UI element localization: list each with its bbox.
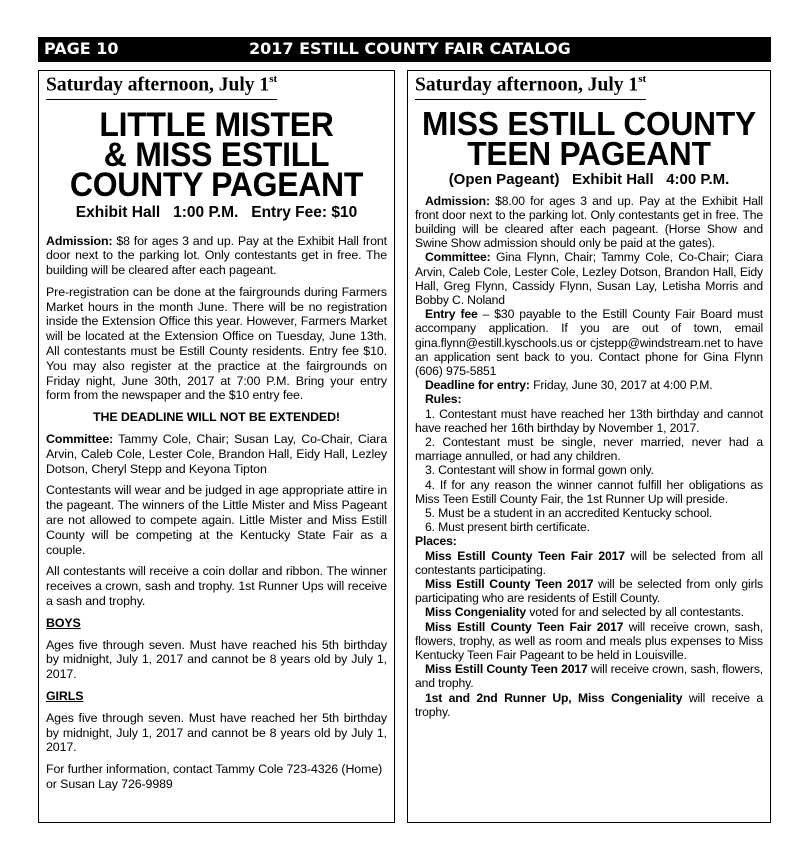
rule-item: 4. If for any reason the winner cannot fulfill her obligations as Miss Teen Estill County Fair, the 1st Runner Up will preside. <box>415 477 763 506</box>
left-date-text: Saturday afternoon, July 1 <box>46 74 270 96</box>
page-number: PAGE 10 <box>44 39 119 58</box>
left-date-sup: st <box>269 73 278 85</box>
left-preregistration: Pre-registration can be done at the fairgrounds during Farmers Market hours in the month June. There will be no registration inside the Extension Office this year. However, Farmers Market will be located at the Extension Office on Tuesday, June 13th. All contestants must be Estill County residents. Entry fee $10. You may also register at the practice at the fairgrounds on Friday night, June 30th, 2017 at 7:00 P.M. Bring your entry form from the newspaper and the $10 entry fee. <box>46 284 387 403</box>
place-item <box>415 662 763 690</box>
rule-item: 5. Must be a student in an accredited Kentucky school. <box>425 505 713 520</box>
girls-text: Ages five through seven. Must have reached her 5th birthday by midnight, July 1, 2017 and cannot be 8 years old by July 1, 2017. <box>46 710 387 755</box>
left-title-line-2: & MISS ESTILL <box>103 135 330 174</box>
left-pageant-title <box>56 105 377 204</box>
left-body <box>46 234 387 792</box>
places-heading: Places: <box>415 534 457 549</box>
place-label: Miss Estill County Teen Fair 2017 <box>425 619 624 634</box>
left-committee <box>46 432 387 476</box>
place-text: will be selected from all contestants participating. <box>415 548 763 577</box>
right-title-line-1: MISS ESTILL COUNTY <box>422 104 756 142</box>
left-title-line-3: COUNTY PAGEANT <box>69 165 364 204</box>
rule-item: 2. Contestant must be single, never married, never had a marriage annulled, or had any children. <box>415 434 763 464</box>
boys-text: Ages five through seven. Must have reached his 5th birthday by midnight, July 1, 2017 and cannot be 8 years old by July 1, 2017. <box>46 637 387 682</box>
page-header-bar <box>38 37 771 62</box>
left-deadline-notice: THE DEADLINE WILL NOT BE EXTENDED! <box>93 410 340 425</box>
left-title-line-1: LITTLE MISTER <box>99 105 334 144</box>
right-deadline-label: Deadline for entry: <box>425 378 530 393</box>
right-admission-label: Admission: <box>425 193 490 208</box>
place-label: Miss Estill County Teen 2017 <box>425 662 588 677</box>
left-committee-text: Tammy Cole, Chair; Susan Lay, Co-Chair, Ciara Arvin, Caleb Cole, Lester Cole, Brandon Hall, Eidy Hall, Lezley Dotson, Cheryl Stepp and Keyona Tipton <box>46 432 387 476</box>
rule-item: 6. Must present birth certificate. <box>425 520 590 535</box>
right-committee <box>415 250 763 307</box>
right-deadline <box>415 378 763 392</box>
right-entry-label: Entry fee <box>425 307 478 322</box>
place-item <box>415 549 763 577</box>
right-entry-fee <box>415 307 763 378</box>
left-date-subheading <box>46 74 277 100</box>
left-event-info: Exhibit Hall 1:00 P.M. Entry Fee: $10 <box>75 203 358 221</box>
left-article <box>38 70 395 823</box>
place-label: Miss Estill County Teen 2017 <box>425 576 594 591</box>
right-article <box>407 70 771 823</box>
left-contact: For further information, contact Tammy Cole 723-4326 (Home) or Susan Lay 726-9989 <box>46 762 383 791</box>
place-text: voted for and selected by all contestants. <box>526 605 744 620</box>
place-text: will receive crown, sash, flowers, and trophy. <box>415 662 763 691</box>
left-admission-label: Admission: <box>46 233 113 248</box>
place-text: will be selected from only girls participating who are residents of Estill County. <box>415 576 764 606</box>
right-event-info: (Open Pageant) Exhibit Hall 4:00 P.M. <box>448 170 730 188</box>
right-pageant-title <box>422 104 756 172</box>
left-admission <box>46 234 387 278</box>
place-item <box>415 691 763 719</box>
left-admission-text: $8 for ages 3 and up. Pay at the Exhibit Hall front door next to the parking lot. Only contestants get in free. The building will be cleared after each pageant. <box>46 233 387 278</box>
place-item <box>415 620 763 663</box>
catalog-title: 2017 ESTILL COUNTY FAIR CATALOG <box>249 39 571 58</box>
left-committee-label: Committee: <box>46 432 114 447</box>
right-committee-text: Gina Flynn, Chair; Tammy Cole, Co-Chair; Ciara Arvin, Caleb Cole, Lester Cole, Lezley Dotson, Brandon Hall, Eidy Hall, Greg Flynn, Cassidy Flynn, Susan Lay, Letisha Morris and Bobby C. Noland <box>415 250 763 307</box>
right-title-line-2: TEEN PAGEANT <box>467 134 711 172</box>
place-item <box>415 605 763 619</box>
left-prizes: All contestants will receive a coin dollar and ribbon. The winner receives a crown, sash and trophy. 1st Runner Ups will receive a sash and trophy. <box>46 564 387 609</box>
right-date-text: Saturday afternoon, July 1 <box>415 74 639 96</box>
right-committee-label: Committee: <box>425 250 491 265</box>
girls-heading: GIRLS <box>46 689 84 704</box>
rule-item: 3. Contestant will show in formal gown only. <box>425 463 654 478</box>
right-entry-text: – $30 payable to the Estill County Fair Board must accompany application. If you are out of town, email gina.flynn@estill.kyschools.us or cjstepp@windstream.net to have an application sent back to you. Contact phone for Gina Flynn (606) 975-5851 <box>415 307 763 378</box>
place-text: will receive a trophy. <box>415 690 763 719</box>
boys-heading: BOYS <box>46 615 81 630</box>
right-date-subheading <box>415 74 646 100</box>
place-text: will receive crown, sash, flowers, trophy, as well as room and meals plus expenses to Miss Kentucky Teen Fair Pageant to be held in Louisville. <box>415 619 763 662</box>
place-label: 1st and 2nd Runner Up, Miss Congeniality <box>425 690 683 705</box>
rules-heading: Rules: <box>425 392 462 407</box>
right-admission <box>415 194 763 251</box>
right-deadline-text: Friday, June 30, 2017 at 4:00 P.M. <box>529 378 713 393</box>
right-body <box>415 194 763 720</box>
place-label: Miss Estill County Teen Fair 2017 <box>425 548 625 563</box>
right-date-sup: st <box>638 73 647 85</box>
left-attire: Contestants will wear and be judged in age appropriate attire in the pageant. The winners of the Little Mister and Miss Pageant are not allowed to compete again. Little Mister and Miss Estill County will be competing at the Kentucky State Fair as a couple. <box>46 483 387 557</box>
right-admission-text: $8.00 for ages 3 and up. Pay at the Exhibit Hall front door next to the parking lot. Only contestants get in free. The building will be cleared after each pageant. (Horse Show and Swine Show admission should only be paid at the gates). <box>415 193 763 251</box>
place-item <box>415 577 763 605</box>
place-label: Miss Congeniality <box>425 605 527 620</box>
rule-item: 1. Contestant must have reached her 13th birthday and cannot have reached her 16th birthday by November 1, 2017. <box>415 406 763 435</box>
